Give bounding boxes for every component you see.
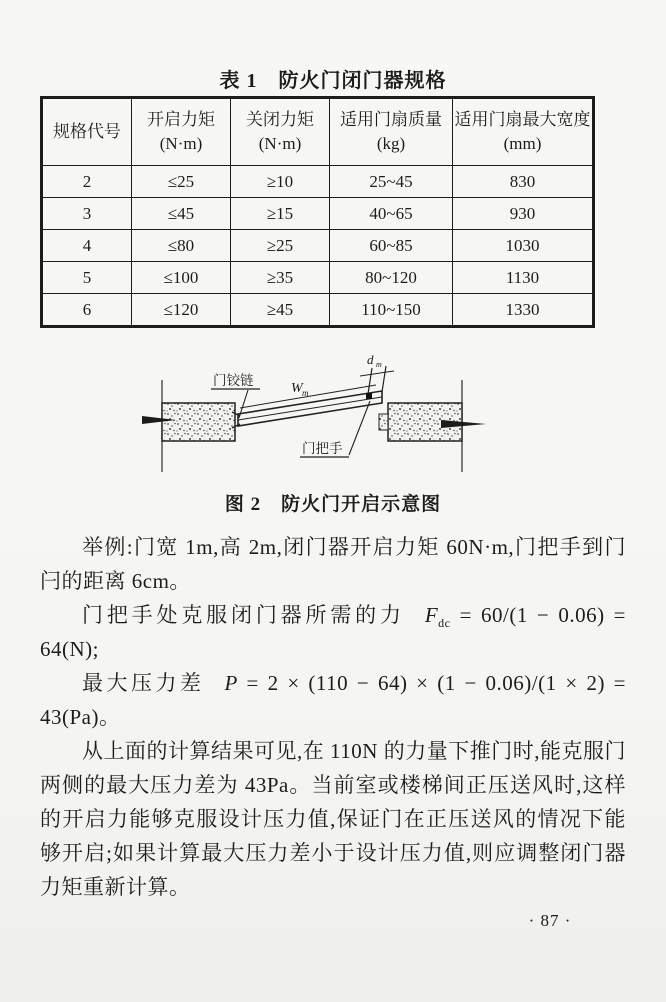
pressure-variable: P [224, 671, 238, 695]
cell-spec-code: 6 [42, 294, 132, 327]
table-title: 表 1 防火门闭门器规格 [219, 70, 447, 92]
cell-door-width: 1130 [453, 262, 594, 294]
table-row [42, 262, 594, 294]
force-result: 64(N); [40, 637, 99, 661]
cell-open-torque: ≤45 [132, 198, 231, 230]
spec-table [40, 96, 595, 328]
header-spec-code [42, 98, 132, 166]
cell-door-mass: 80~120 [330, 262, 453, 294]
pressure-equation: = 2 × (110 − 64) × (1 − 0.06)/(1 × 2) = [246, 671, 627, 695]
paragraph-conclusion: 从上面的计算结果可见,在 110N 的力量下推门时,能克服门两侧的最大压力差为 43Pa。当前室或楼梯间正压送风时,这样的开启力能够克服设计压力值,保证门在正压送风的情况下能够开启;如果计算最大压力差小于设计压力值,则应调整闭门器力矩重新计算。 [40, 739, 626, 899]
header-close-torque [231, 98, 330, 166]
header-unit: (mm) [503, 134, 542, 153]
cell-door-mass: 40~65 [330, 198, 453, 230]
paragraph-pressure-formula [40, 666, 626, 734]
handle-distance-subscript: m [376, 360, 382, 369]
right-section-arrow-icon [441, 420, 486, 428]
force-equation: = 60/(1 − 0.06) = [459, 603, 627, 627]
cell-door-width: 930 [453, 198, 594, 230]
cell-open-torque: ≤100 [132, 262, 231, 294]
page-number: · 87 · [528, 911, 572, 930]
header-unit: (N·m) [258, 134, 302, 153]
cell-open-torque: ≤80 [132, 230, 231, 262]
force-formula [424, 603, 627, 631]
cell-close-torque: ≥35 [231, 262, 330, 294]
dim-tick [368, 368, 372, 394]
table-row [42, 294, 594, 327]
door-leaf-inner-line [238, 397, 382, 420]
cell-open-torque: ≤25 [132, 166, 231, 198]
figure-caption: 图 2 防火门开启示意图 [224, 494, 442, 515]
header-line: 适用门扇最大宽度 [454, 110, 591, 129]
cell-door-width: 1330 [453, 294, 594, 327]
cell-close-torque: ≥15 [231, 198, 330, 230]
handle-leader-line [349, 401, 370, 455]
cell-close-torque: ≥45 [231, 294, 330, 327]
header-door-mass [330, 98, 453, 166]
header-line: 开启力矩 [147, 110, 215, 129]
cell-door-mass: 25~45 [330, 166, 453, 198]
header-line: 适用门扇质量 [340, 110, 442, 129]
cell-door-mass: 110~150 [330, 294, 453, 327]
paragraph-example: 举例:门宽 1m,高 2m,闭门器开启力矩 60N·m,门把手到门闩的距离 6cm。 [40, 535, 626, 593]
left-wall [162, 403, 235, 441]
handle-label: 门把手 [302, 441, 343, 456]
table-header-row [42, 98, 594, 166]
table-row [42, 198, 594, 230]
door-handle-dot [366, 393, 372, 399]
paragraph-force-formula [40, 598, 626, 666]
cell-spec-code: 5 [42, 262, 132, 294]
hinge-label: 门铰链 [213, 373, 254, 388]
cell-spec-code: 4 [42, 230, 132, 262]
header-unit: (N·m) [159, 134, 203, 153]
header-door-width [453, 98, 594, 166]
force-variable: F [424, 603, 439, 627]
cell-close-torque: ≥10 [231, 166, 330, 198]
dim-tick [382, 366, 386, 392]
door-width-subscript: m [302, 388, 309, 398]
header-line: 规格代号 [53, 122, 121, 141]
body-text [40, 530, 626, 904]
cell-open-torque: ≤120 [132, 294, 231, 327]
door-opening-diagram [136, 352, 540, 486]
pressure-formula [224, 671, 626, 695]
door-width-label: W [291, 381, 303, 396]
latch-fragment [379, 414, 388, 430]
cell-close-torque: ≥25 [231, 230, 330, 262]
table-row [42, 166, 594, 198]
header-open-torque [132, 98, 231, 166]
dim-line [360, 371, 394, 376]
header-line: 关闭力矩 [246, 110, 314, 129]
cell-door-width: 1030 [453, 230, 594, 262]
force-prefix: 门把手处克服闭门器所需的力 [82, 603, 405, 627]
pressure-prefix: 最大压力差 [82, 671, 205, 695]
cell-door-width: 830 [453, 166, 594, 198]
cell-spec-code: 3 [42, 198, 132, 230]
cell-door-mass: 60~85 [330, 230, 453, 262]
table-row [42, 230, 594, 262]
force-subscript: dc [438, 616, 451, 631]
handle-distance-label: d [367, 352, 374, 367]
header-unit: (kg) [376, 134, 406, 153]
pressure-result: 43(Pa)。 [40, 705, 121, 729]
cell-spec-code: 2 [42, 166, 132, 198]
